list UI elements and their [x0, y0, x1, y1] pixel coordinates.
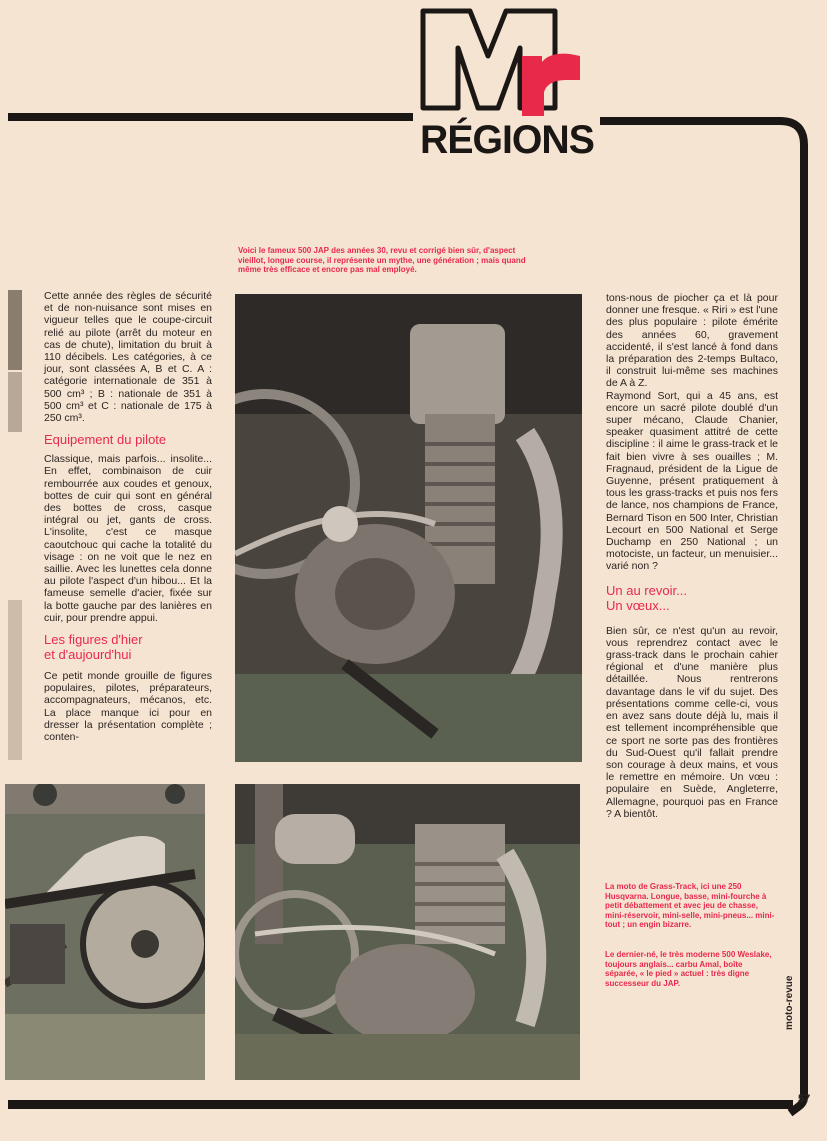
header-rule-right	[600, 117, 780, 125]
paragraph: Raymond Sort, qui a 45 ans, est encore un sacré pilote doublé d'un super mécano, Claude Chanier, speaker quasiment attitré de cette discipline : il aime le grass-track et le fait bien vivre à ses ouailles ; M. Fragnaud, président de la Ligue de Guyenne, présent pratiquement à tous les grass-tracks et puis nos fers de lance, nos champions de France, Bernard Tison en 500 Inter, Christian Lecourt en 500 National et Serge Duchamp en 250 National ; un motociste, un facteur, un menuisier... varié non ?	[606, 389, 778, 573]
caption-weslake: Le dernier-né, le très moderne 500 Weslake, toujours anglais... carbu Amal, boîte séparée, « le pied » actuel : très digne successeur du JAP.	[605, 950, 772, 988]
subhead-line: Un au revoir...	[606, 582, 687, 598]
subhead-equipement: Equipement du pilote	[44, 432, 167, 448]
subhead-figures	[44, 632, 212, 662]
subhead-line: et d'aujourd'hui	[44, 647, 132, 663]
caption-jap: Voici le fameux 500 JAP des années 30, revu et corrigé bien sûr, d'aspect vieillot, longue course, il représente un mythe, une génération ; mais quand même très efficace et encore pas mal employé.	[238, 246, 526, 274]
paragraph: Bien sûr, ce n'est qu'un au revoir, vous reprendrez contact avec le grass-track dans le prochain cahier régional et d'une manière plus détaillée. Nous rentrerons davantage dans le vif du sujet. Des présentations comme celle-ci, vous en avez sans doute déjà lu, mais il est tellement incompréhensible que ce sport ne sorte pas des frontières du Sud-Ouest qu'il fallait prendre son courage à deux mains, et vous le remettre en mémoire. Un vœu : populaire en Suède, Angleterre, Allemagne, pourquoi pas en France ? A bientôt.	[606, 624, 778, 820]
margin-mark-2	[8, 372, 22, 432]
photo-weslake-engine	[235, 784, 580, 1080]
margin-mark-1	[8, 290, 22, 370]
caption-grass-track: La moto de Grass-Track, ici une 250 Husqvarna. Longue, basse, mini-fourche à petit débattement et avec jeu de chasse, mini-réservoir, mini-selle, mini-pneus... mini-tout ; un engin bizarre.	[605, 882, 775, 929]
paragraph: Classique, mais parfois... insolite... En effet, combinaison de cuir rembourrée aux coudes et genoux, bottes de cuir qui sont en général des bottes de cross, casque intégral ou jet, gants de cross. L'insolite, c'est ce masque caoutchouc qui cache la totalité du visage : on ne voit que le nez en saillie. Avec les lunettes cela donne au pilote l'aspect d'un hibou... Et la fameuse semelle d'acier, fixée sur la botte gauche par des lanières en cuir, pour prendre appui.	[44, 453, 212, 624]
column-left	[44, 290, 212, 749]
subhead-line: Les figures d'hier	[44, 632, 143, 648]
paragraph: tons-nous de piocher ça et là pour donner une fresque. « Riri » est l'une des plus populaire : pilote émérite des années 60, gravement accidenté, il s'est lancé à fond dans la préparation des 2-temps Bultaco, il construit lui-même ses machines de A à Z.	[606, 292, 778, 390]
section-title: RÉGIONS	[420, 118, 594, 162]
subhead-au-revoir	[606, 583, 778, 613]
subhead-line: Un vœux...	[606, 597, 670, 613]
margin-mark-3	[8, 600, 22, 760]
page-number: 57	[798, 1093, 811, 1105]
column-right	[606, 292, 778, 826]
photo-grass-track-bike	[5, 784, 205, 1080]
magazine-logo-mr	[420, 8, 590, 116]
footer-rule	[8, 1100, 793, 1109]
magazine-name: moto-revue	[784, 975, 795, 1030]
paragraph: Cette année des règles de sécurité et de non-nuisance sont mises en vigueur telles que le coupe-circuit relié au pilote (arrêt du moteur en cas de chute), limitation du bruit à 110 décibels. Les catégories, à ce jour, sont classées A, B et C. A : catégorie internationale de 351 à 500 cm³ ; B : nationale de 351 à 500 cm³ et C : nationale de 175 à 250 cm³.	[44, 290, 212, 425]
paragraph: Ce petit monde grouille de figures populaires, pilotes, préparateurs, accompagnateurs, mécanos, etc. La place manque ici pour en dresser la présentation complète ; conten-	[44, 670, 212, 744]
photo-jap-engine	[235, 294, 582, 762]
header-rule-left	[8, 113, 413, 121]
